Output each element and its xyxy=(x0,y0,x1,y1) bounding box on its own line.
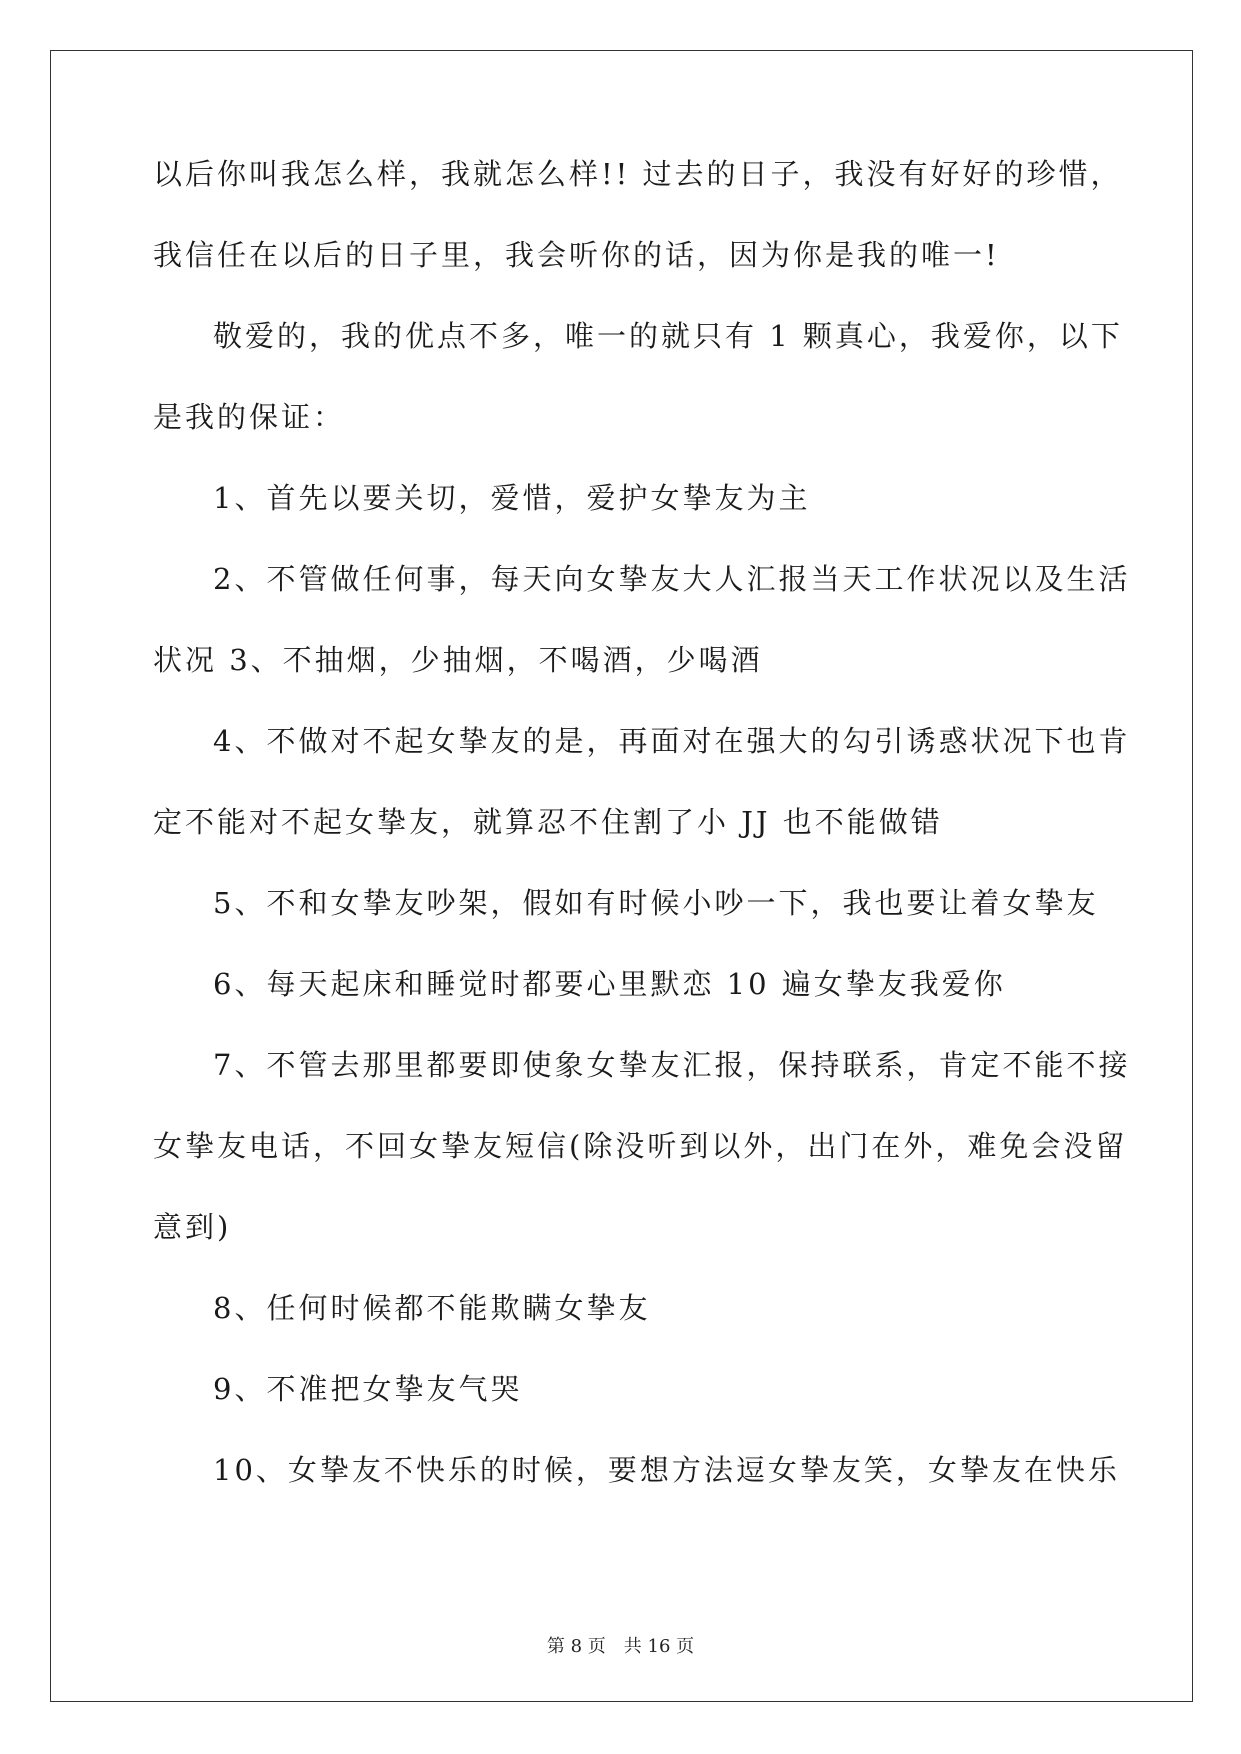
document-body xyxy=(153,157,1131,1535)
page-number: 第 8 页 xyxy=(546,1636,606,1657)
list-item: 6、每天起床和睡觉时都要心里默恋 10 遍女挚友我爱你 xyxy=(213,967,1006,1001)
text-line: 是我的保证： xyxy=(153,400,346,434)
list-item: 9、不准把女挚友气哭 xyxy=(213,1372,523,1406)
text-line: 意到) xyxy=(153,1210,232,1244)
list-item: 10、女挚友不快乐的时候，要想方法逗女挚友笑，女挚友在快乐 xyxy=(213,1453,1120,1487)
page-total: 共 16 页 xyxy=(623,1636,695,1657)
text-line: 女挚友电话，不回女挚友短信(除没听到以外，出门在外，难免会没留 xyxy=(153,1129,1128,1163)
list-item: 1、首先以要关切，爱惜，爱护女挚友为主 xyxy=(213,481,811,515)
list-item: 状况 3、不抽烟，少抽烟，不喝酒，少喝酒 xyxy=(153,643,763,677)
text-line: 敬爱的，我的优点不多，唯一的就只有 1 颗真心，我爱你，以下 xyxy=(213,319,1123,353)
page-footer xyxy=(0,1632,1241,1658)
list-item: 4、不做对不起女挚友的是，再面对在强大的勾引诱惑状况下也肯 xyxy=(213,724,1131,758)
list-item: 5、不和女挚友吵架，假如有时候小吵一下，我也要让着女挚友 xyxy=(213,886,1099,920)
list-item: 8、任何时候都不能欺瞒女挚友 xyxy=(213,1291,651,1325)
text-line: 定不能对不起女挚友，就算忍不住割了小 JJ 也不能做错 xyxy=(153,805,943,839)
list-item: 2、不管做任何事，每天向女挚友大人汇报当天工作状况以及生活 xyxy=(213,562,1131,596)
text-line: 以后你叫我怎么样，我就怎么样!! 过去的日子，我没有好好的珍惜， xyxy=(153,157,1123,191)
text-line: 我信任在以后的日子里，我会听你的话，因为你是我的唯一! xyxy=(153,238,1000,272)
list-item: 7、不管去那里都要即使象女挚友汇报，保持联系，肯定不能不接 xyxy=(213,1048,1131,1082)
